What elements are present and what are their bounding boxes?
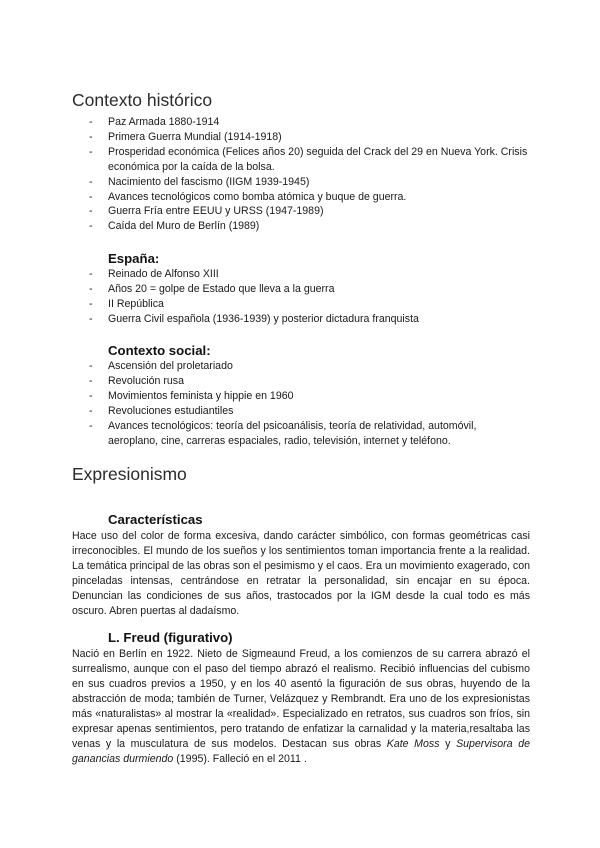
heading-expresionismo: Expresionismo [72, 464, 187, 484]
list-item: - Nacimiento del fascismo (IIGM 1939-1945) [89, 175, 529, 190]
heading-espana: España: [108, 251, 160, 266]
heading-contexto-historico: Contexto histórico [72, 90, 213, 110]
list-item: - Guerra Civil española (1936-1939) y posterior dictadura franquista [89, 312, 529, 327]
list-item: - Movimientos feminista y hippie en 1960 [89, 389, 529, 404]
heading-caracteristicas: Características [108, 512, 203, 527]
list-item: - Reinado de Alfonso XIII [89, 267, 529, 282]
heading-freud: L. Freud (figurativo) [108, 630, 233, 645]
paragraph-freud [72, 647, 530, 767]
list-item: - Prosperidad económica (Felices años 20) seguida del Crack del 29 en Nueva York. Crisis económica por la caída de la bolsa. [89, 145, 529, 175]
list-item: - Primera Guerra Mundial (1914-1918) [89, 130, 529, 145]
list-item: - Avances tecnológicos: teoría del psicoanálisis, teoría de relatividad, automóvil, aeroplano, cine, carreras espaciales, radio, televisión, internet y teléfono. [89, 419, 529, 449]
freud-connector: y [439, 738, 457, 750]
list-item: - Paz Armada 1880-1914 [89, 115, 529, 130]
freud-work-supervisora: Supervisora de ganancias durmiendo [72, 738, 530, 765]
list-item: - Años 20 = golpe de Estado que lleva a la guerra [89, 282, 529, 297]
list-item: - Caída del Muro de Berlín (1989) [89, 219, 529, 234]
list-contexto-historico [89, 115, 529, 234]
list-item: - II República [89, 297, 529, 312]
list-item: - Revoluciones estudiantiles [89, 404, 529, 419]
list-item: - Guerra Fría entre EEUU y URSS (1947-1989) [89, 204, 529, 219]
paragraph-caracteristicas: Hace uso del color de forma excesiva, dando carácter simbólico, con formas geométricas casi irreconocibles. El mundo de los sueños y los sentimientos toman importancia frente a la realidad. La temática principal de las obras son el pesimismo y el caos. Era un movimiento exagerado, con pinceladas intensas, centrándose en retratar la personalidad, sin encajar en su época. Denuncian las condiciones de sus años, trastocados por la IGM desde la cual todo es más oscuro. Abren puertas al dadaísmo. [72, 530, 530, 617]
list-espana [89, 267, 529, 327]
freud-body-start: Nació en Berlín en 1922. Nieto de Sigmeaund Freud, a los comienzos de su carrera abrazó el surrealismo, aunque con el paso del tiempo abrazó el realismo. Recibió influencias del cubismo en sus cuadros previos a 1950, y en los 40 asentó la figuración de sus obras, huyendo de la abstracción de moda; también de Turner, Velázquez y Rembrandt. Era uno de los expresionistas más «naturalistas» al mostrar la «realidad». Especializado en retratos, sus cuadros son fríos, sin expresar apenas sentimientos, pero tratando de enfatizar la carnalidad y la materia,resaltaba las venas y la musculatura de sus modelos. Destacan sus obras [72, 648, 530, 750]
list-item: - Ascensión del proletariado [89, 359, 529, 374]
heading-contexto-social: Contexto social: [108, 343, 211, 358]
freud-body-end: (1995). Falleció en el 2011 . [173, 753, 307, 765]
list-item: - Revolución rusa [89, 374, 529, 389]
freud-work-kate-moss: Kate Moss [386, 738, 440, 750]
list-contexto-social [89, 359, 529, 448]
list-item: - Avances tecnológicos como bomba atómica y buque de guerra. [89, 190, 529, 205]
